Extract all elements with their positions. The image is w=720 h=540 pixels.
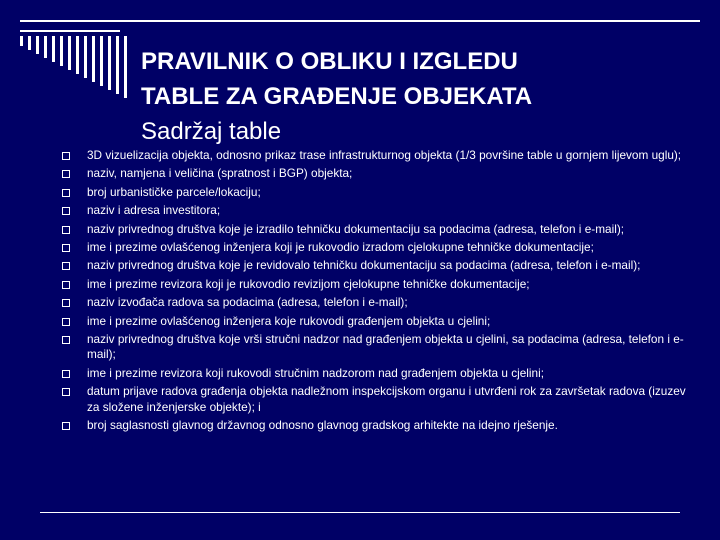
hollow-square-bullet-icon xyxy=(62,152,70,160)
decorative-bar xyxy=(28,36,31,50)
list-item-text: naziv privrednog društva koje vrši stručni nadzor nad građenjem objekta u cjelini, sa podacima (adresa, telefon i e-mail); xyxy=(87,332,684,362)
list-item xyxy=(62,185,692,200)
slide-title xyxy=(141,44,701,149)
list-item xyxy=(62,366,692,381)
hollow-square-bullet-icon xyxy=(62,189,70,197)
list-item-text: broj saglasnosti glavnog državnog odnosno glavnog gradskog arhitekte na idejno rješenje. xyxy=(87,418,558,433)
list-item xyxy=(62,295,692,310)
decorative-bar xyxy=(36,36,39,54)
decorative-bar xyxy=(108,36,111,90)
hollow-square-bullet-icon xyxy=(62,299,70,307)
list-item xyxy=(62,418,692,433)
list-item-text: naziv izvođača radova sa podacima (adresa, telefon i e-mail); xyxy=(87,295,408,310)
list-item xyxy=(62,222,692,237)
hollow-square-bullet-icon xyxy=(62,318,70,326)
decorative-bar xyxy=(60,36,63,66)
hollow-square-bullet-icon xyxy=(62,207,70,215)
title-line-1: PRAVILNIK O OBLIKU I IZGLEDU xyxy=(141,48,518,75)
title-line-2: TABLE ZA GRAĐENJE OBJEKATA xyxy=(141,83,533,110)
list-item-text: 3D vizuelizacija objekta, odnosno prikaz trase infrastrukturnog objekta (1/3 površine table u gornjem lijevom uglu); xyxy=(87,148,682,162)
decorative-bar xyxy=(84,36,87,78)
decorative-bar xyxy=(76,36,79,74)
decorative-bar xyxy=(92,36,95,82)
list-item xyxy=(62,314,692,329)
list-item-text: ime i prezime revizora koji je rukovodio revizijom cjelokupne tehničke dokumentacije; xyxy=(87,276,530,291)
list-item xyxy=(62,166,692,181)
decorative-bar xyxy=(100,36,103,86)
hollow-square-bullet-icon xyxy=(62,226,70,234)
slide-subtitle: Sadržaj table xyxy=(141,118,282,145)
hollow-square-bullet-icon xyxy=(62,336,70,344)
header-line-short xyxy=(20,30,120,32)
list-item xyxy=(62,384,692,415)
header-line xyxy=(20,20,700,22)
list-item-text: ime i prezime ovlašćenog inženjera koji je rukovodio izradom cjelokupne tehničke dokumentacije; xyxy=(87,240,594,255)
list-item-text: datum prijave radova građenja objekta nadležnom inspekcijskom organu i utvrđeni rok za završetak radova (izuzev za složene inženjerske objekte); i xyxy=(87,384,686,414)
list-item xyxy=(62,332,692,363)
list-item-text: naziv privrednog društva koje je izradilo tehničku dokumentaciju sa podacima (adresa, telefon i e-mail); xyxy=(87,221,625,236)
decorative-bar xyxy=(124,36,127,98)
decorative-bar xyxy=(68,36,71,70)
hollow-square-bullet-icon xyxy=(62,281,70,289)
hollow-square-bullet-icon xyxy=(62,388,70,396)
list-item-text: naziv privrednog društva koje je revidovalo tehničku dokumentaciju sa podacima (adresa, telefon i e-mail); xyxy=(87,258,641,273)
list-item xyxy=(62,148,692,163)
decorative-bar xyxy=(116,36,119,94)
list-item xyxy=(62,258,692,273)
decorative-bar xyxy=(52,36,55,62)
list-item xyxy=(62,240,692,255)
list-item-text: broj urbanističke parcele/lokaciju; xyxy=(87,184,261,199)
decorative-bar xyxy=(20,36,23,46)
list-item-text: ime i prezime ovlašćenog inženjera koje rukovodi građenjem objekta u cjelini; xyxy=(87,313,491,328)
list-item-text: ime i prezime revizora koji rukovodi stručnim nadzorom nad građenjem objekta u cjelini; xyxy=(87,365,545,380)
hollow-square-bullet-icon xyxy=(62,244,70,252)
list-item-text: naziv, namjena i veličina (spratnost i BGP) objekta; xyxy=(87,166,353,181)
list-item xyxy=(62,203,692,218)
content-list xyxy=(62,148,692,437)
list-item-text: naziv i adresa investitora; xyxy=(87,203,221,218)
decorative-bar xyxy=(44,36,47,58)
footer-line xyxy=(40,512,680,513)
hollow-square-bullet-icon xyxy=(62,170,70,178)
list-item xyxy=(62,277,692,292)
hollow-square-bullet-icon xyxy=(62,370,70,378)
hollow-square-bullet-icon xyxy=(62,422,70,430)
hollow-square-bullet-icon xyxy=(62,262,70,270)
